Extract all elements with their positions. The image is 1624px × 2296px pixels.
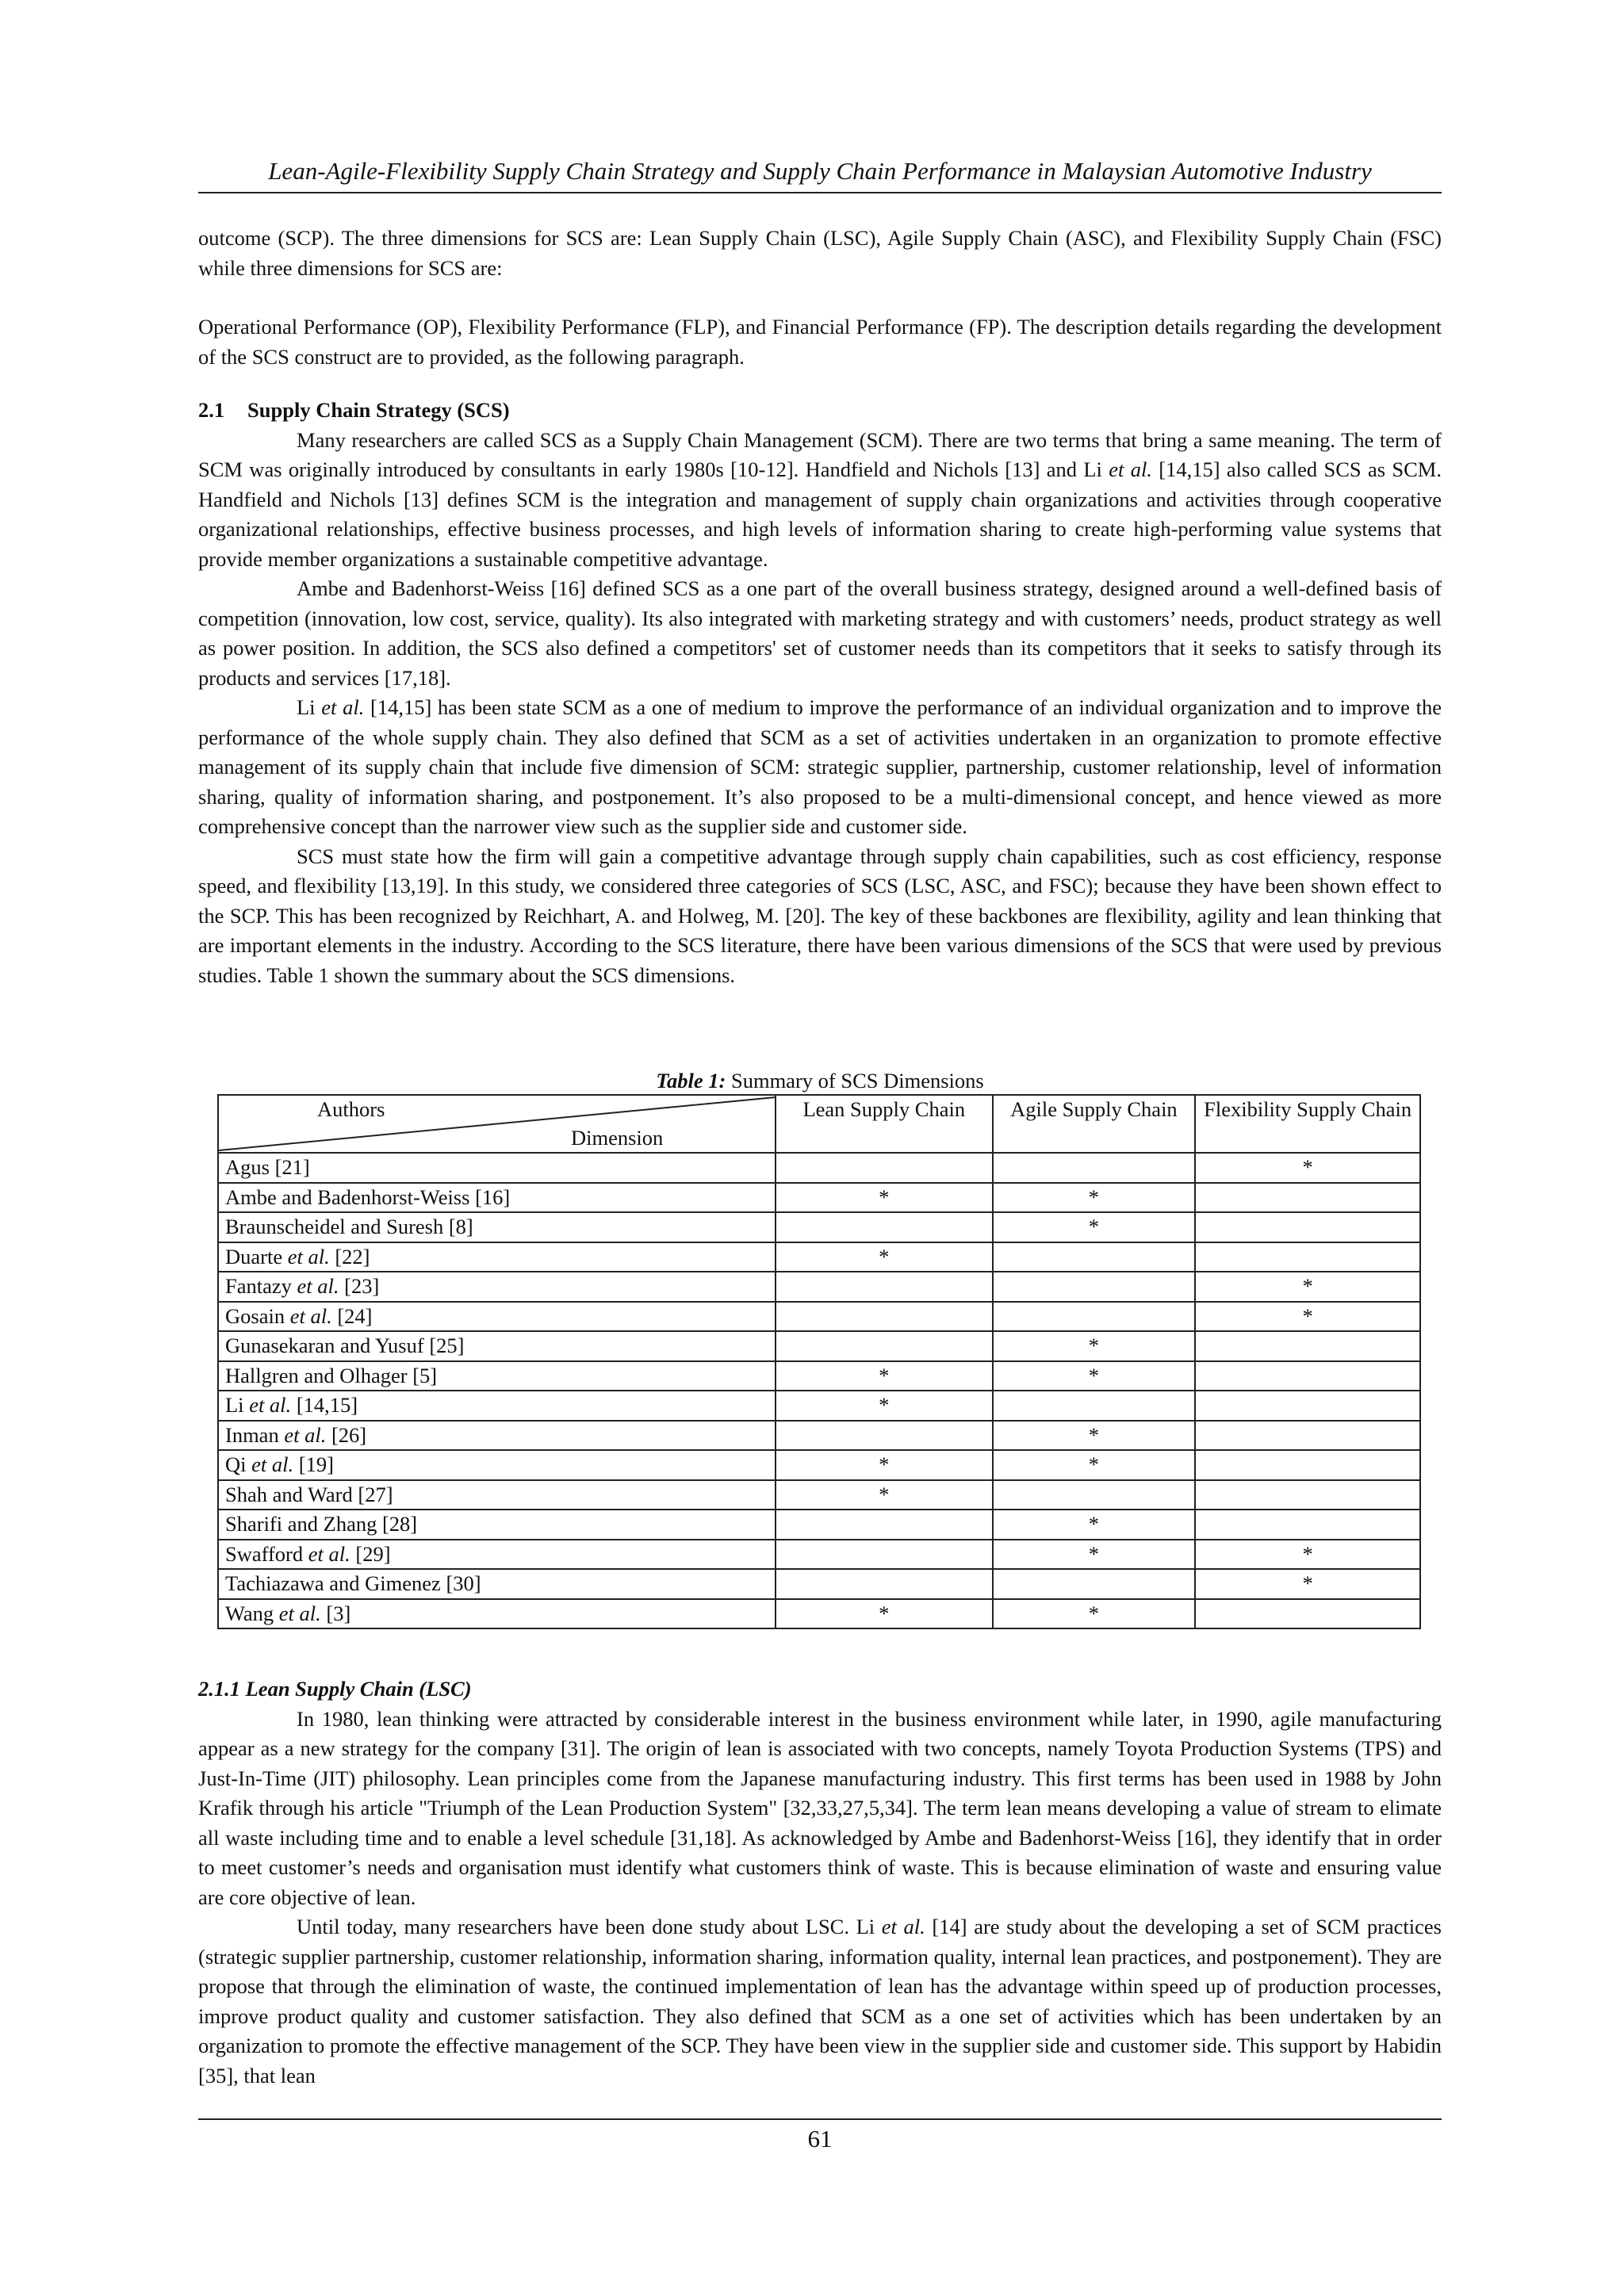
intro-block	[198, 224, 1442, 372]
header-rule	[198, 192, 1442, 193]
footer-rule	[198, 2118, 1442, 2120]
mark-lean	[776, 1421, 993, 1451]
author-cell	[218, 1302, 776, 1332]
mark-lean	[776, 1510, 993, 1540]
table-row	[218, 1272, 1420, 1302]
text-run: Li	[297, 695, 322, 719]
table-row	[218, 1302, 1420, 1332]
diagonal-line	[219, 1096, 777, 1152]
section-title: Supply Chain Strategy (SCS)	[247, 398, 510, 422]
table-row	[218, 1480, 1420, 1510]
author-name: Wang	[225, 1601, 279, 1625]
mark-lean: *	[776, 1361, 993, 1391]
mark-flex: *	[1195, 1272, 1420, 1302]
section-number: 2.1	[198, 398, 225, 422]
paragraph: Ambe and Badenhorst-Weiss [16] defined SCS as a one part of the overall business strategy, designed around a well-defined basis of competition (innovation, low cost, service, quality). Its also integrated with marketing strategy and with customers’ needs, product strategy as well as power position. In addition, the SCS also defined a competitors' set of customer needs than its competitors that it seeks to satisfy through its products and services [17,18].	[198, 576, 1442, 690]
author-name: Agus [21]	[225, 1155, 310, 1179]
etal: et al.	[249, 1393, 292, 1417]
author-cell	[218, 1153, 776, 1183]
text-run: [14,15] has been state SCM as a one of medium to improve the performance of an individual organization and to improve the performance of the whole supply chain. They also defined that SCM as a set of activities undertaken in an organization to promote effective management of its supply chain that include five dimension of SCM: strategic supplier, partnership, customer relationship, level of information sharing, quality of information sharing, and postponement. It’s also proposed to be a multi-dimensional concept, and hence viewed as more comprehensive concept than the narrower view such as the supplier side and customer side.	[198, 695, 1442, 838]
mark-flex: *	[1195, 1540, 1420, 1570]
citation: [24]	[331, 1303, 373, 1328]
header-dimension: Dimension	[571, 1126, 664, 1150]
etal: et al.	[881, 1915, 925, 1938]
citation: [14,15]	[291, 1393, 358, 1417]
page-number: 61	[807, 2125, 833, 2152]
paragraph	[198, 1912, 1442, 2091]
mark-lean	[776, 1569, 993, 1599]
caption-text: Summary of SCS Dimensions	[726, 1069, 984, 1093]
table-row	[218, 1540, 1420, 1570]
caption-label: Table 1:	[656, 1069, 726, 1093]
etal: et al.	[289, 1303, 332, 1328]
citation: [29]	[350, 1541, 391, 1566]
paragraph	[198, 693, 1442, 842]
mark-lean: *	[776, 1480, 993, 1510]
section-2-1	[198, 396, 1442, 990]
etal: et al.	[321, 695, 365, 719]
author-name: Li	[225, 1393, 250, 1417]
mark-flex	[1195, 1599, 1420, 1629]
table-row	[218, 1450, 1420, 1480]
author-cell	[218, 1361, 776, 1391]
mark-lean	[776, 1272, 993, 1302]
author-name: Braunscheidel and Suresh [8]	[225, 1215, 473, 1238]
section-2-1-1	[198, 1674, 1442, 2091]
mark-lean: *	[776, 1450, 993, 1480]
etal: et al.	[278, 1601, 321, 1625]
author-name: Sharifi and Zhang [28]	[225, 1512, 418, 1536]
table-body	[218, 1153, 1420, 1628]
author-name: Fantazy	[225, 1274, 297, 1298]
header-authors: Authors	[317, 1097, 385, 1121]
mark-lean	[776, 1302, 993, 1332]
paragraph: SCS must state how the firm will gain a competitive advantage through supply chain capabilities, such as cost efficiency, response speed, and flexibility [13,19]. In this study, we considered three categories of SCS (LSC, ASC, and FSC); because they have been shown effect to the SCP. This has been recognized by Reichhart, A. and Holweg, M. [20]. The key of these backbones are flexibility, agility and lean thinking that are important elements in the industry. According to the SCS literature, there have been various dimensions of the SCS that were used by previous studies. Table 1 shown the summary about the SCS dimensions.	[198, 844, 1442, 987]
author-name: Gunasekaran and Yusuf [25]	[225, 1334, 465, 1357]
mark-lean	[776, 1212, 993, 1242]
table-row	[218, 1361, 1420, 1391]
table-row	[218, 1153, 1420, 1183]
text-run: Until today, many researchers have been done study about LSC. Li	[297, 1915, 882, 1938]
etal: et al.	[308, 1541, 350, 1566]
mark-agile: *	[993, 1331, 1196, 1361]
table-row	[218, 1183, 1420, 1213]
intro-paragraph-2: Operational Performance (OP), Flexibility Performance (FLP), and Financial Performance (FP). The description details regarding the development of the SCS construct are to provided, as the following paragraph.	[198, 315, 1442, 369]
mark-agile	[993, 1391, 1196, 1421]
author-name: Gosain	[225, 1303, 290, 1328]
mark-flex	[1195, 1480, 1420, 1510]
section-heading	[198, 396, 1442, 426]
table-row	[218, 1331, 1420, 1361]
text-run: Many researchers are called SCS as a Supply Chain Management (SCM). There are two terms that bring a same meaning. The term of SCM was originally introduced by consultants in early 1980s [10-12]. Handfield and Nichols [13] and Li	[198, 427, 1442, 481]
etal: et al.	[297, 1274, 339, 1298]
table-row	[218, 1212, 1420, 1242]
diagonal-header-cell	[218, 1095, 776, 1153]
mark-agile: *	[993, 1183, 1196, 1213]
table-row	[218, 1569, 1420, 1599]
citation: [23]	[339, 1274, 380, 1298]
mark-flex	[1195, 1391, 1420, 1421]
author-cell	[218, 1480, 776, 1510]
intro-paragraph-1: outcome (SCP). The three dimensions for SCS are: Lean Supply Chain (LSC), Agile Supply Chain (ASC), and Flexibility Supply Chain (FSC) while three dimensions for SCS are:	[198, 226, 1442, 280]
author-name: Ambe and Badenhorst-Weiss [16]	[225, 1184, 511, 1209]
mark-flex: *	[1195, 1153, 1420, 1183]
author-cell	[218, 1212, 776, 1242]
author-cell	[218, 1421, 776, 1451]
header-agile: Agile Supply Chain	[993, 1095, 1196, 1153]
author-name: Qi	[225, 1452, 252, 1476]
mark-agile	[993, 1302, 1196, 1332]
author-cell	[218, 1331, 776, 1361]
text-run: [14] are study about the developing a set of SCM practices (strategic supplier partnership, customer relationship, information sharing, information quality, internal lean practices, and postponement). They are propose that through the elimination of waste, the continued implementation of lean has the advantage within speed up of production processes, improve product quality and customer satisfaction. They also defined that SCM as a one set of activities which has been undertaken by an organization to promote the effective management of the SCP. They have been view in the supplier side and customer side. This support by Habidin [35], that lean	[198, 1915, 1442, 2087]
table-row	[218, 1242, 1420, 1272]
header-lean: Lean Supply Chain	[776, 1095, 993, 1153]
mark-agile: *	[993, 1421, 1196, 1451]
mark-flex	[1195, 1450, 1420, 1480]
mark-agile	[993, 1569, 1196, 1599]
mark-agile: *	[993, 1599, 1196, 1629]
table-row	[218, 1421, 1420, 1451]
mark-agile	[993, 1153, 1196, 1183]
table-caption	[198, 1067, 1442, 1094]
mark-lean: *	[776, 1183, 993, 1213]
mark-agile	[993, 1242, 1196, 1272]
author-cell	[218, 1599, 776, 1629]
paragraph: In 1980, lean thinking were attracted by considerable interest in the business environment while later, in 1990, agile manufacturing appear as a new strategy for the company [31]. The origin of lean is associated with two concepts, namely Toyota Production Systems (TPS) and Just-In-Time (JIT) philosophy. Lean principles come from the Japanese manufacturing industry. This first terms has been used in 1988 by John Krafik through his article "Triumph of the Lean Production System" [32,33,27,5,34]. The term lean means developing a value of stream to elimate all waste including time and to enable a level schedule [31,18]. As acknowledged by Ambe and Badenhorst-Weiss [16], they identify that in order to meet customer’s needs and organisation must identify what customers think of waste. This is because elimination of waste and ensuring value are core objective of lean.	[198, 1706, 1442, 1909]
paragraph	[198, 426, 1442, 575]
author-cell	[218, 1510, 776, 1540]
etal: et al.	[251, 1452, 294, 1476]
mark-lean	[776, 1540, 993, 1570]
mark-agile: *	[993, 1212, 1196, 1242]
author-name: Swafford	[225, 1541, 308, 1566]
mark-agile: *	[993, 1361, 1196, 1391]
author-cell	[218, 1272, 776, 1302]
author-name: Inman	[225, 1422, 285, 1447]
header-flexibility: Flexibility Supply Chain	[1195, 1095, 1420, 1153]
author-cell	[218, 1183, 776, 1213]
mark-flex	[1195, 1212, 1420, 1242]
author-cell	[218, 1540, 776, 1570]
mark-flex: *	[1195, 1302, 1420, 1332]
mark-agile	[993, 1272, 1196, 1302]
mark-agile: *	[993, 1450, 1196, 1480]
mark-lean: *	[776, 1391, 993, 1421]
mark-lean	[776, 1331, 993, 1361]
subsection-heading: 2.1.1 Lean Supply Chain (LSC)	[198, 1677, 472, 1701]
running-head: Lean-Agile-Flexibility Supply Chain Strategy and Supply Chain Performance in Malaysian Automotive Industry	[268, 157, 1372, 185]
mark-flex	[1195, 1183, 1420, 1213]
citation: [3]	[320, 1601, 351, 1625]
author-cell	[218, 1391, 776, 1421]
mark-agile	[993, 1480, 1196, 1510]
citation: [19]	[293, 1452, 334, 1476]
mark-flex	[1195, 1361, 1420, 1391]
author-cell	[218, 1569, 776, 1599]
author-name: Duarte	[225, 1244, 288, 1269]
author-cell	[218, 1242, 776, 1272]
author-cell	[218, 1450, 776, 1480]
mark-flex	[1195, 1510, 1420, 1540]
table-row	[218, 1599, 1420, 1629]
mark-agile: *	[993, 1540, 1196, 1570]
table-row	[218, 1391, 1420, 1421]
etal: et al.	[287, 1244, 330, 1269]
etal: et al.	[1109, 457, 1152, 481]
author-name: Tachiazawa and Gimenez [30]	[225, 1571, 481, 1595]
mark-flex	[1195, 1331, 1420, 1361]
summary-table	[217, 1094, 1421, 1629]
mark-flex	[1195, 1242, 1420, 1272]
etal: et al.	[284, 1422, 327, 1447]
author-name: Shah and Ward [27]	[225, 1482, 393, 1506]
mark-agile: *	[993, 1510, 1196, 1540]
table-header-row	[218, 1095, 1420, 1153]
table-row	[218, 1510, 1420, 1540]
citation: [26]	[326, 1422, 367, 1447]
mark-flex	[1195, 1421, 1420, 1451]
text-run: [14,15] also called SCS as SCM. Handfield and Nichols [13] defines SCM is the integration and management of supply chain organizations and activities through cooperative organizational relationships, effective business processes, and high levels of information sharing to create high-performing value systems that provide member organizations a sustainable competitive advantage.	[198, 457, 1442, 571]
mark-lean: *	[776, 1242, 993, 1272]
mark-lean: *	[776, 1599, 993, 1629]
citation: [22]	[329, 1244, 370, 1269]
author-name: Hallgren and Olhager [5]	[225, 1363, 438, 1387]
table-block	[198, 1067, 1442, 1629]
mark-flex: *	[1195, 1569, 1420, 1599]
mark-lean	[776, 1153, 993, 1183]
